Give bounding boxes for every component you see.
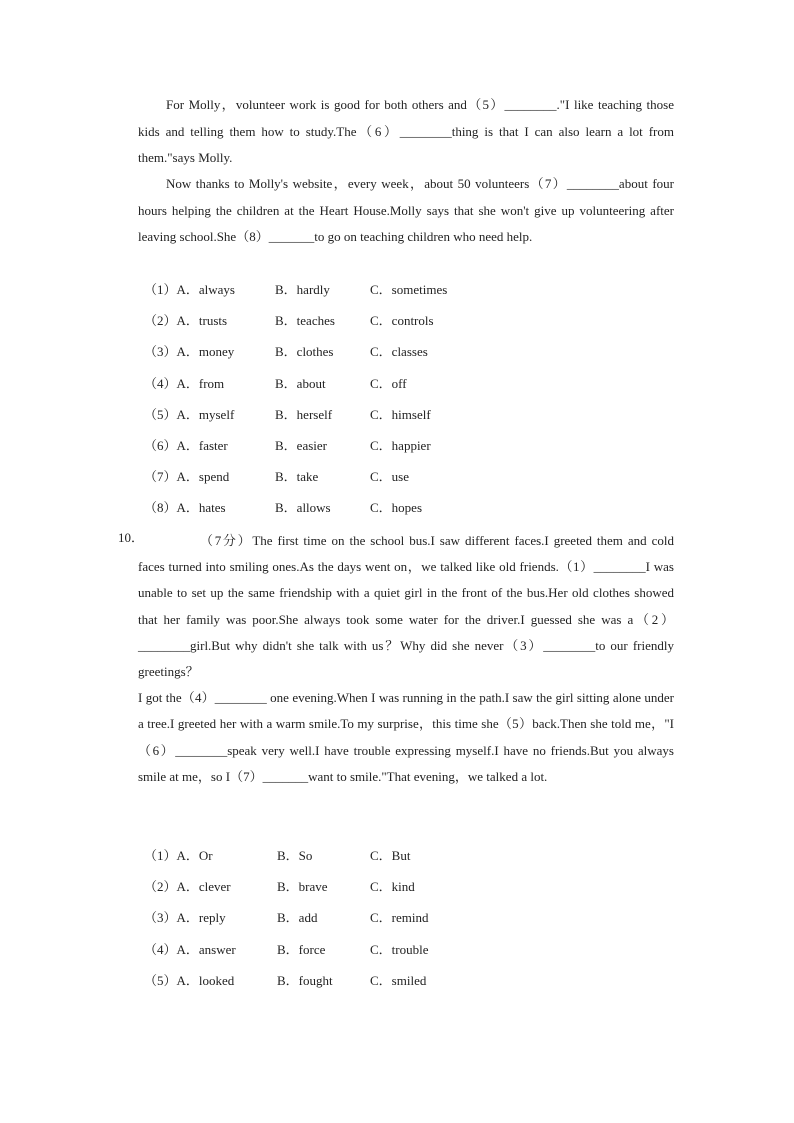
- option-row: [144, 940, 584, 971]
- option-a: （2）A．clever: [144, 879, 231, 895]
- option-b: B．add: [277, 910, 318, 926]
- options-list-1: [144, 280, 584, 530]
- passage-paragraph-1: For Molly，volunteer work is good for both others and（5）________."I like teaching those kids and telling them how to study.The（6）________thing is that I can also learn a lot from them."says Molly.: [138, 97, 674, 165]
- option-a: （7）A．spend: [144, 469, 230, 485]
- option-b: B．hardly: [275, 282, 330, 297]
- option-c: C．hopes: [370, 500, 423, 516]
- option-b: B．teaches: [275, 313, 335, 329]
- option-c: C．happier: [370, 437, 431, 453]
- option-b: B．So: [277, 848, 313, 863]
- option-b: B．allows: [275, 500, 331, 516]
- option-a: （3）A．money: [144, 344, 235, 360]
- option-row: [144, 342, 584, 373]
- option-b: B．herself: [275, 406, 333, 422]
- option-b: B．fought: [277, 972, 333, 988]
- option-row: [144, 908, 584, 939]
- option-c: C．classes: [370, 344, 428, 360]
- option-a: （4）A．from: [144, 375, 225, 391]
- option-a: （3）A．reply: [144, 910, 226, 926]
- option-c: C．kind: [370, 879, 415, 895]
- option-b: B．take: [275, 469, 319, 485]
- option-row: [144, 436, 584, 467]
- passage-paragraph-2: Now thanks to Molly's website，every week，about 50 volunteers（7）________about four hours helping the children at the Heart House.Molly says that she won't give up volunteering after leaving school.She（8）_______to go on teaching children who need help.: [138, 176, 674, 244]
- option-c: C．remind: [370, 910, 429, 926]
- option-c: C．use: [370, 469, 410, 485]
- option-row: [144, 846, 584, 877]
- option-row: [144, 405, 584, 436]
- option-row: [144, 311, 584, 342]
- option-row: [144, 971, 584, 1002]
- option-a: （5）A．myself: [144, 406, 235, 422]
- option-a: （6）A．faster: [144, 437, 228, 453]
- option-a: （5）A．looked: [144, 972, 235, 988]
- option-b: B．clothes: [275, 344, 334, 360]
- option-row: [144, 280, 584, 311]
- option-a: （2）A．trusts: [144, 313, 228, 329]
- option-a: （1）A．Or: [144, 848, 213, 863]
- option-a: （8）A．hates: [144, 500, 226, 516]
- option-row: [144, 467, 584, 498]
- q10-paragraph-1: （7分）The first time on the school bus.I saw different faces.I greeted them and cold faces turned into smiling ones.As the days went on，we talked like old friends.（1）________I was unable to set up the same friendship with a quiet girl in the front of the bus.Her old clothes showed that her family was poor.She always took some water for the driver.I guessed she was a（2）________girl.But why didn't she talk with us？Why did she never（3）________to our friendly greetings？: [138, 533, 674, 680]
- option-row: [144, 877, 584, 908]
- option-c: C．trouble: [370, 941, 429, 957]
- option-c: C．off: [370, 375, 407, 391]
- option-c: C．himself: [370, 406, 431, 422]
- option-c: C．smiled: [370, 972, 427, 988]
- option-c: C．controls: [370, 313, 434, 329]
- option-b: B．easier: [275, 437, 327, 453]
- option-a: （4）A．answer: [144, 941, 236, 957]
- option-a: （1）A．always: [144, 282, 235, 297]
- option-c: C．But: [370, 848, 411, 863]
- options-list-2: [144, 846, 584, 1002]
- question-10-passage: [138, 528, 674, 790]
- option-c: C．sometimes: [370, 282, 448, 297]
- option-b: B．force: [277, 941, 326, 957]
- option-row: [144, 374, 584, 405]
- question-number: 10．: [118, 530, 145, 545]
- option-b: B．about: [275, 375, 326, 391]
- option-row: [144, 498, 584, 529]
- option-b: B．brave: [277, 879, 328, 895]
- q10-paragraph-2: I got the（4）________ one evening.When I was running in the path.I saw the girl sitting alone under a tree.I greeted her with a warm smile.To my surprise，this time she（5）back.Then she told me，"I（6）________speak very well.I have trouble expressing myself.I have no friends.But you always smile at me，so I（7）_______want to smile."That evening，we talked a lot.: [138, 690, 674, 784]
